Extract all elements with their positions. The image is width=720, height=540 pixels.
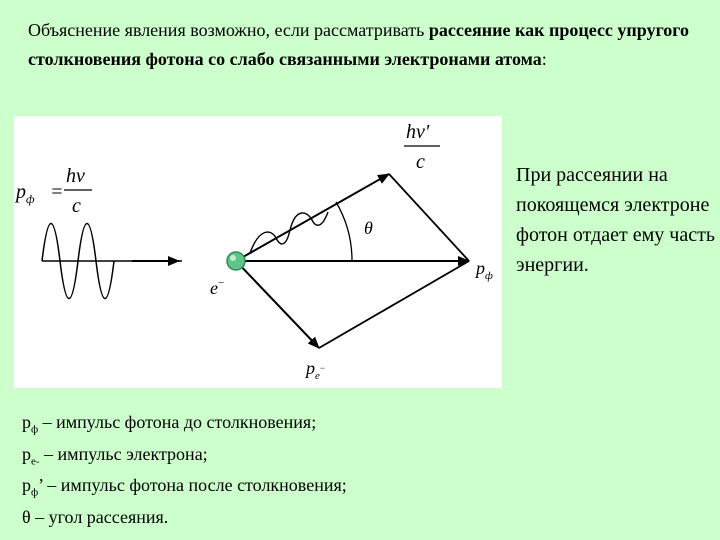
side-note: При рассеянии на покоящемся электроне фотон отдает ему часть энергии. bbox=[516, 164, 715, 276]
label-c-top: c bbox=[416, 151, 425, 173]
label-p-phi-left-sub: ф bbox=[26, 192, 35, 206]
electron-dot bbox=[227, 252, 245, 270]
intro-bold: рассеяние как процесс упругого столкновения фотона со слабо связанными электронами атома bbox=[28, 20, 690, 69]
intro-part1: Объяснение явления возможно, если рассматривать bbox=[28, 20, 429, 40]
parallelogram-bottom-right-side bbox=[319, 261, 469, 348]
legend-line-1 bbox=[22, 410, 622, 442]
legend-line-2 bbox=[22, 442, 622, 474]
intro-text bbox=[28, 16, 708, 74]
legend-sub-1: ф bbox=[31, 423, 39, 436]
label-equals: = bbox=[50, 181, 64, 203]
label-p-phi-right: p bbox=[476, 258, 485, 278]
legend-text-1: – импульс фотона до столкновения; bbox=[38, 412, 317, 432]
legend-line-4 bbox=[22, 505, 622, 529]
theta-arc bbox=[336, 202, 352, 261]
electron-highlight bbox=[230, 255, 236, 261]
compton-diagram-svg bbox=[14, 116, 502, 388]
label-theta: θ bbox=[364, 218, 373, 238]
compton-diagram bbox=[14, 116, 502, 388]
svg-text:e− bbox=[210, 277, 224, 298]
label-p-e-sup: − bbox=[319, 363, 325, 373]
label-p-phi-left: p bbox=[16, 181, 26, 203]
svg-text:pф bbox=[14, 181, 35, 206]
label-p-e-sub: e bbox=[315, 370, 320, 382]
parallelogram-top-right-side bbox=[389, 174, 469, 261]
legend bbox=[22, 410, 622, 529]
legend-symbol-1: p bbox=[22, 412, 31, 432]
legend-text-3: ’ – импульс фотона после столкновения; bbox=[38, 475, 347, 496]
label-electron-sup: − bbox=[218, 277, 225, 289]
legend-line-3 bbox=[22, 473, 622, 505]
label-hv-prime: hν' bbox=[406, 121, 430, 143]
legend-sub-3: ф bbox=[31, 486, 39, 499]
legend-sub-2: е- bbox=[31, 455, 40, 468]
legend-text-4: θ – угол рассеяния. bbox=[22, 506, 169, 527]
electron-momentum-vector bbox=[236, 261, 319, 348]
legend-symbol-3: p bbox=[22, 475, 31, 496]
legend-text-2: – импульс электрона; bbox=[39, 443, 208, 464]
label-p-phi-right-sub: ф bbox=[485, 270, 493, 282]
svg-text:pф bbox=[474, 258, 493, 282]
svg-text:pe− bbox=[304, 358, 325, 382]
label-electron: e bbox=[210, 278, 218, 298]
intro-part2: : bbox=[541, 49, 547, 69]
label-c-left: c bbox=[72, 195, 81, 217]
label-hv: hν bbox=[66, 165, 85, 187]
label-p-e: p bbox=[306, 358, 315, 378]
legend-symbol-2: p bbox=[22, 443, 31, 464]
